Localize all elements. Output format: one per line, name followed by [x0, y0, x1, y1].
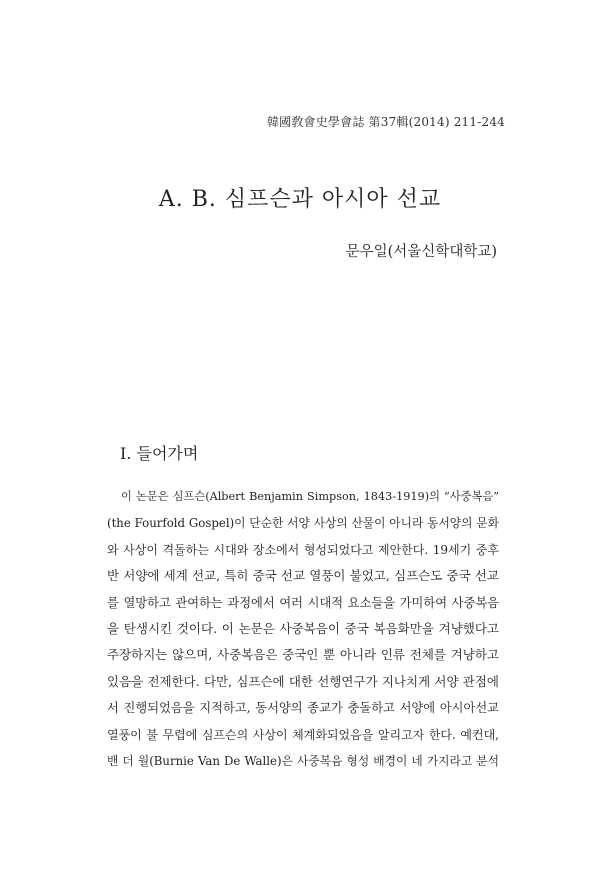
body-line: (the Fourfold Gospel)이 단순한 서양 사상의 산물이 아니라 동서양의 문화 — [107, 516, 499, 531]
author-affiliation: 문우일(서울신학대학교) — [345, 244, 497, 260]
body-line: 열풍이 불 무렵에 심프슨의 사상이 체계화되었음을 알리고자 한다. 예컨대, — [107, 727, 499, 742]
body-line: 서 진행되었음을 지적하고, 동서양의 종교가 충돌하고 서양에 아시아선교 — [107, 701, 499, 716]
body-line: 반 서양에 세계 선교, 특히 중국 선교 열풍이 불었고, 심프슨도 중국 선교 — [107, 568, 499, 584]
body-line: 밴 더 월(Burnie Van De Walle)은 사중복음 형성 배경이 네 가지라고 분석 — [107, 754, 499, 769]
body-line: 와 사상이 격돌하는 시대와 장소에서 형성되었다고 제안한다. 19세기 중후 — [107, 542, 499, 557]
running-head: 韓國敎會史學會誌 第37輯(2014) 211-244 — [266, 115, 505, 129]
body-line: 주장하지는 않으며, 사중복음은 중국인 뿐 아니라 인류 전체를 겨냥하고 — [107, 647, 499, 663]
article-title: A. B. 심프슨과 아시아 선교 — [158, 187, 442, 212]
body-line: 을 탄생시킨 것이다. 이 논문은 사중복음이 중국 복음화만을 겨냥했다고 — [107, 621, 499, 637]
body-paragraph — [107, 484, 499, 774]
section-heading: I. 들어가며 — [120, 444, 199, 463]
body-line: 있음을 전제한다. 다만, 심프슨에 대한 선행연구가 지나치게 서양 관점에 — [107, 673, 499, 689]
body-line: 이 논문은 심프슨(Albert Benjamin Simpson, 1843-1919)의 “사중복음” — [121, 490, 499, 503]
body-line: 를 열망하고 관여하는 과정에서 여러 시대적 요소들을 가미하여 사중복음 — [107, 595, 499, 610]
